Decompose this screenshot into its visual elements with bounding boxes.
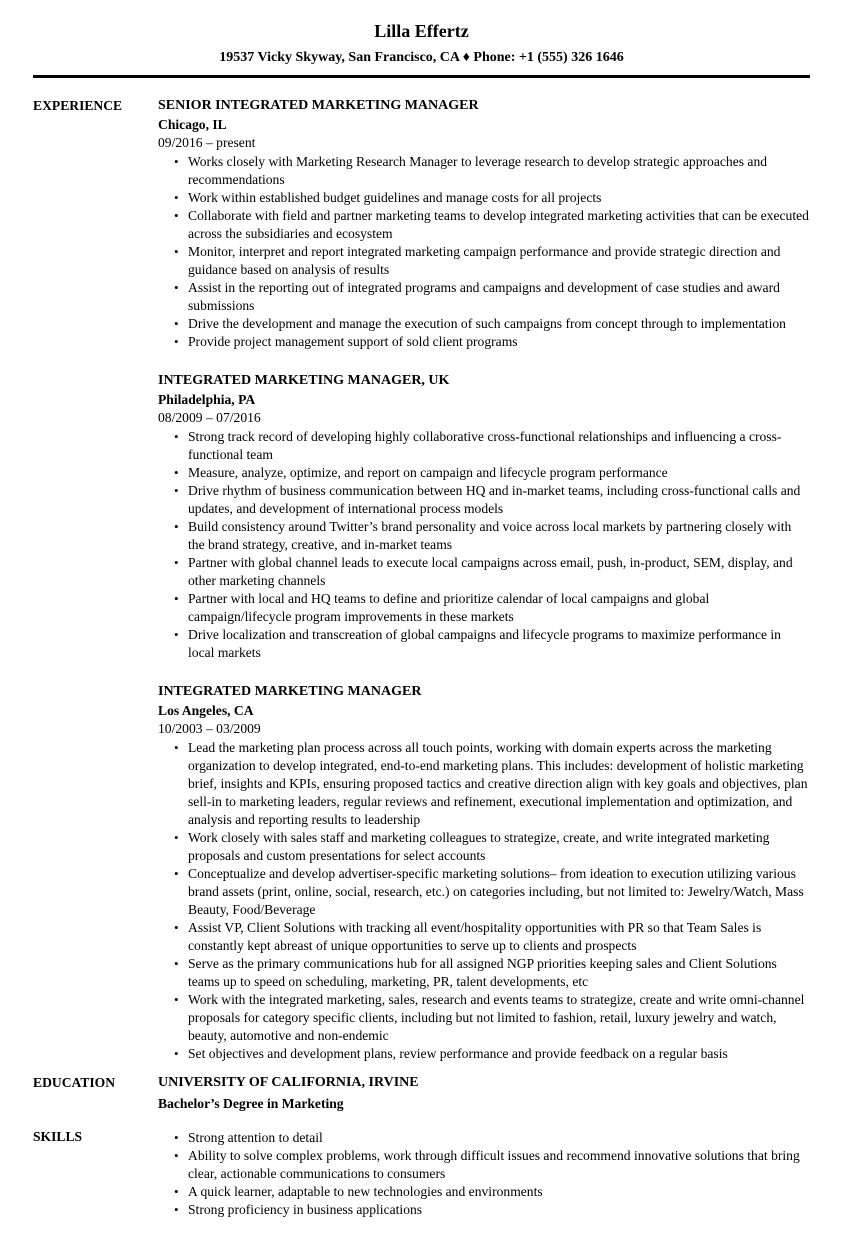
bullet-item: • Assist VP, Client Solutions with tracking all event/hospitality opportunities with PR so that Team Sales is constantly kept abreast of unique opportunities to serve up to clients and prospects	[188, 919, 810, 955]
job-bullet-list	[158, 428, 810, 662]
bullet-item: • A quick learner, adaptable to new technologies and environments	[188, 1183, 810, 1201]
contact-info: 19537 Vicky Skyway, San Francisco, CA ♦ Phone: +1 (555) 326 1646	[219, 50, 624, 65]
bullet-item: • Build consistency around Twitter’s brand personality and voice across local markets by partnering closely with the brand strategy, creative, and in-market teams	[188, 518, 810, 554]
bullet-item: • Assist in the reporting out of integrated programs and campaigns and development of case studies and award submissions	[188, 279, 810, 315]
school-name: UNIVERSITY OF CALIFORNIA, IRVINE	[158, 1075, 419, 1090]
skills-section	[33, 1127, 810, 1219]
section-label-skills: SKILLS	[33, 1129, 83, 1144]
bullet-item: • Drive the development and manage the execution of such campaigns from concept through to implementation	[188, 315, 810, 333]
bullet-item: • Drive localization and transcreation of global campaigns and lifecycle programs to maximize performance in local markets	[188, 626, 810, 662]
bullet-item: • Partner with global channel leads to execute local campaigns across email, push, in-product, SEM, display, and other marketing channels	[188, 554, 810, 590]
bullet-item: • Ability to solve complex problems, work through difficult issues and recommend innovative solutions that bring clear, actionable communications to consumers	[188, 1147, 810, 1183]
job-bullet-list	[158, 739, 810, 1063]
bullet-item: • Work closely with sales staff and marketing colleagues to strategize, create, and write integrated marketing proposals and custom presentations for select accounts	[188, 829, 810, 865]
job-title: INTEGRATED MARKETING MANAGER	[158, 684, 422, 699]
bullet-item: • Lead the marketing plan process across all touch points, working with domain experts across the marketing organization to develop integrated, end-to-end marketing plans. This includes: development of holistic marketing brief, insights and KPIs, ensuring proposed tactics and creative direction align with key goals and objectives, plan sell-in to marketing leaders, regular reviews and refinement, executional implementation and optimization, and analysis and reporting results to leadership	[188, 739, 810, 829]
job-dates: 10/2003 – 03/2009	[158, 721, 261, 736]
section-label-experience: EXPERIENCE	[33, 98, 123, 113]
bullet-item: • Work within established budget guidelines and manage costs for all projects	[188, 189, 810, 207]
resume-header	[33, 20, 810, 66]
header-divider	[33, 75, 810, 78]
bullet-item: • Provide project management support of sold client programs	[188, 333, 810, 351]
job-location: Philadelphia, PA	[158, 392, 256, 407]
bullet-item: • Drive rhythm of business communication between HQ and in-market teams, including cross-functional calls and updates, and development of international process models	[188, 482, 810, 518]
job-dates: 09/2016 – present	[158, 135, 256, 150]
job-entry-2	[158, 371, 810, 662]
job-entry-3	[158, 682, 810, 1063]
experience-content	[158, 96, 810, 1063]
education-section	[33, 1073, 810, 1113]
bullet-item: • Strong track record of developing highly collaborative cross-functional relationships and influencing a cross-functional team	[188, 428, 810, 464]
job-bullet-list	[158, 153, 810, 351]
skills-bullet-list	[158, 1129, 810, 1219]
bullet-item: • Measure, analyze, optimize, and report on campaign and lifecycle program performance	[188, 464, 810, 482]
candidate-name: Lilla Effertz	[374, 21, 469, 41]
bullet-item: • Set objectives and development plans, review performance and provide feedback on a regular basis	[188, 1045, 810, 1063]
bullet-item: • Strong proficiency in business applications	[188, 1201, 810, 1219]
bullet-item: • Collaborate with field and partner marketing teams to develop integrated marketing activities that can be executed across the subsidiaries and ecosystem	[188, 207, 810, 243]
bullet-item: • Serve as the primary communications hub for all assigned NGP priorities keeping sales and Client Solutions teams up to speed on scheduling, marketing, PR, talent developments, etc	[188, 955, 810, 991]
job-title: INTEGRATED MARKETING MANAGER, UK	[158, 373, 450, 388]
section-label-education: EDUCATION	[33, 1075, 116, 1090]
bullet-item: • Strong attention to detail	[188, 1129, 810, 1147]
job-entry-1	[158, 96, 810, 351]
job-location: Chicago, IL	[158, 117, 227, 132]
education-content	[158, 1073, 810, 1113]
bullet-item: • Conceptualize and develop advertiser-specific marketing solutions– from ideation to execution utilizing various brand assets (print, online, social, research, etc.) on categories including, but not limited to: Jewelry/Watch, Mass Beauty, Food/Beverage	[188, 865, 810, 919]
skills-content	[158, 1127, 810, 1219]
degree-name: Bachelor’s Degree in Marketing	[158, 1096, 344, 1111]
job-title: SENIOR INTEGRATED MARKETING MANAGER	[158, 98, 479, 113]
bullet-item: • Monitor, interpret and report integrated marketing campaign performance and provide strategic direction and guidance based on analysis of results	[188, 243, 810, 279]
job-dates: 08/2009 – 07/2016	[158, 410, 261, 425]
experience-section	[33, 96, 810, 1063]
bullet-item: • Works closely with Marketing Research Manager to leverage research to develop strategic approaches and recommendations	[188, 153, 810, 189]
bullet-item: • Partner with local and HQ teams to define and prioritize calendar of local campaigns and global campaign/lifecycle program improvements in these markets	[188, 590, 810, 626]
job-location: Los Angeles, CA	[158, 703, 254, 718]
bullet-item: • Work with the integrated marketing, sales, research and events teams to strategize, create and write omni-channel proposals for category specific clients, including but not limited to fashion, retail, luxury jewelry and watch, beauty, automotive and non-endemic	[188, 991, 810, 1045]
